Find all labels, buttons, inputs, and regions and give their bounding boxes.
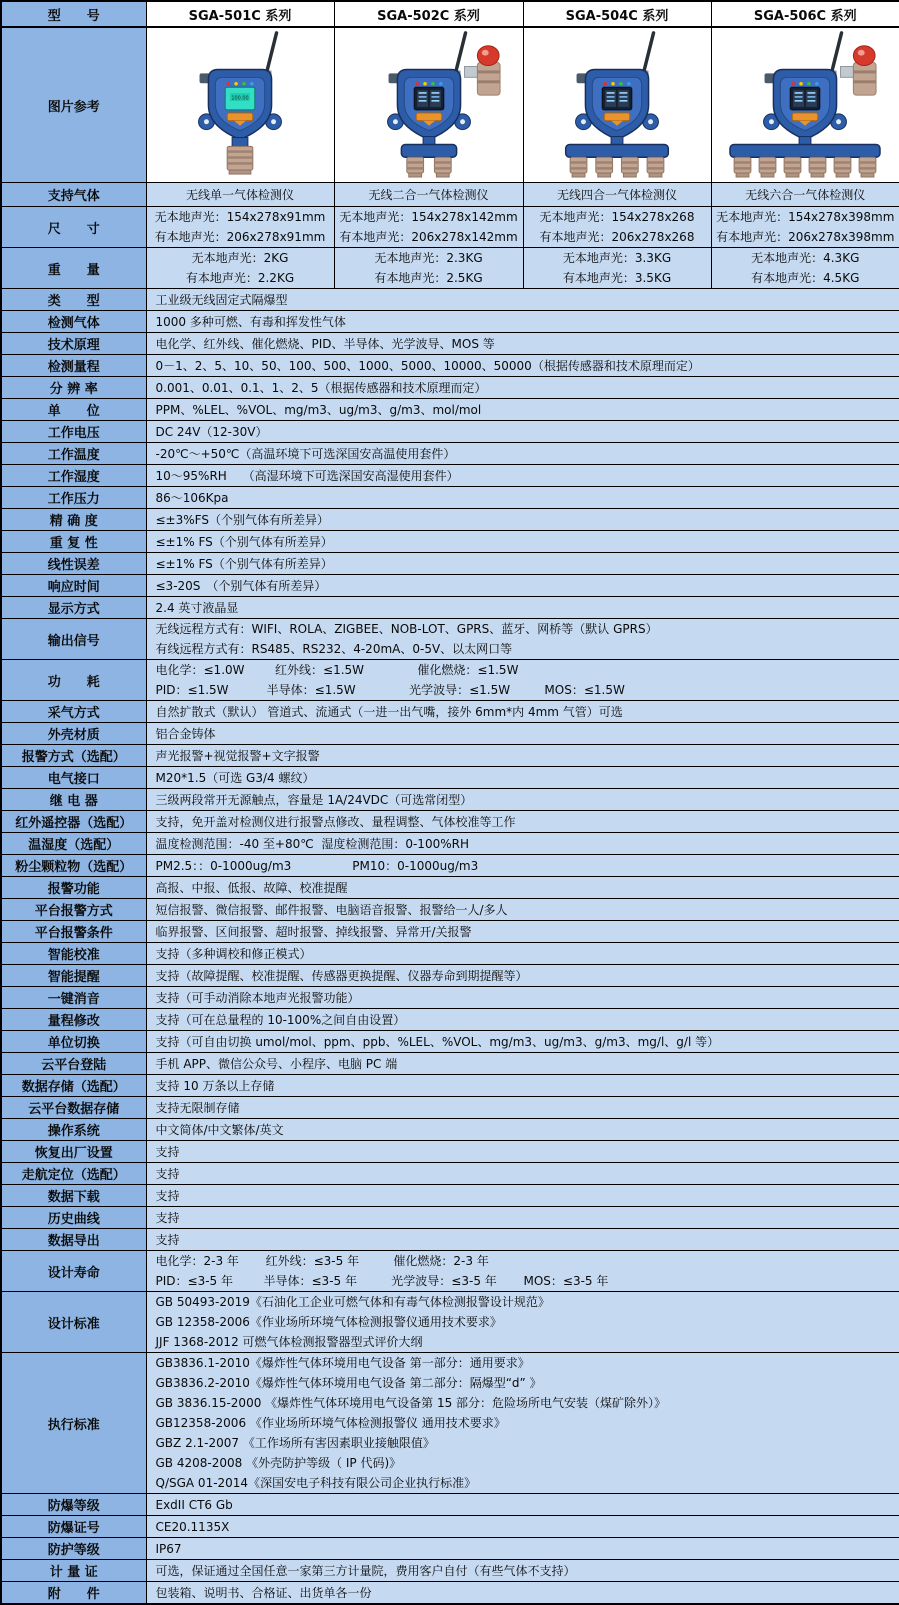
spec-row-label: 技术原理 xyxy=(1,333,146,355)
spec-value-line: 电化学：≤1.0W 红外线：≤1.5W 催化燃烧：≤1.5W xyxy=(156,660,899,680)
weight-value xyxy=(334,248,523,289)
spec-value-line: DC 24V（12-30V） xyxy=(156,422,899,442)
spec-value-line: 短信报警、微信报警、邮件报警、电脑语音报警、报警给一人/多人 xyxy=(156,900,899,920)
spec-row xyxy=(1,1560,899,1582)
spec-value-line: 支持 xyxy=(156,1230,899,1250)
spec-row-value xyxy=(146,1185,899,1207)
weight-line: 无本地声光：2KG xyxy=(147,248,334,268)
spec-row-value xyxy=(146,943,899,965)
spec-row xyxy=(1,789,899,811)
spec-row-value xyxy=(146,487,899,509)
spec-row xyxy=(1,1141,899,1163)
spec-row-label: 工作湿度 xyxy=(1,465,146,487)
spec-row-value xyxy=(146,1229,899,1251)
size-row-label: 尺 寸 xyxy=(1,207,146,248)
spec-row-label: 报警功能 xyxy=(1,877,146,899)
spec-value-line: 支持（可在总量程的 10-100%之间自由设置） xyxy=(156,1010,899,1030)
spec-row-value xyxy=(146,767,899,789)
spec-row-label: 单位切换 xyxy=(1,1031,146,1053)
spec-row-label: 检测量程 xyxy=(1,355,146,377)
spec-row-value xyxy=(146,855,899,877)
product-image-cell xyxy=(523,27,711,183)
spec-row-label: 云平台登陆 xyxy=(1,1053,146,1075)
model-header-sga-501c: SGA-501C 系列 xyxy=(146,1,334,27)
spec-row-label: 红外遥控器（选配） xyxy=(1,811,146,833)
spec-row-label: 类 型 xyxy=(1,289,146,311)
spec-row xyxy=(1,1538,899,1560)
spec-value-line: PID：≤1.5W 半导体：≤1.5W 光学波导：≤1.5W MOS：≤1.5W xyxy=(156,680,899,700)
weight-row xyxy=(1,248,899,289)
spec-value-line: Q/SGA 01-2014《深国安电子科技有限公司企业执行标准》 xyxy=(156,1473,899,1493)
spec-row xyxy=(1,399,899,421)
spec-row-label: 线性误差 xyxy=(1,553,146,575)
spec-row-label: 重 复 性 xyxy=(1,531,146,553)
spec-row-label: 数据存储（选配） xyxy=(1,1075,146,1097)
spec-row-label: 检测气体 xyxy=(1,311,146,333)
spec-value-line: 高报、中报、低报、故障、校准提醒 xyxy=(156,878,899,898)
size-row xyxy=(1,207,899,248)
spec-row xyxy=(1,899,899,921)
spec-row-label: 外壳材质 xyxy=(1,723,146,745)
weight-line: 有本地声光：3.5KG xyxy=(524,268,711,288)
size-value xyxy=(711,207,899,248)
spec-row xyxy=(1,1353,899,1494)
spec-value-line: 2.4 英寸液晶显 xyxy=(156,598,899,618)
spec-row-value xyxy=(146,1516,899,1538)
weight-value xyxy=(711,248,899,289)
spec-row-value xyxy=(146,355,899,377)
spec-row xyxy=(1,355,899,377)
spec-row xyxy=(1,509,899,531)
size-line: 有本地声光：206x278x142mm xyxy=(335,227,523,247)
spec-row xyxy=(1,987,899,1009)
spec-value-line: -20℃～+50℃（高温环境下可选深国安高温使用套件） xyxy=(156,444,899,464)
spec-row-value xyxy=(146,1538,899,1560)
weight-value xyxy=(146,248,334,289)
spec-value-line: GB 4208-2008 《外壳防护等级（ IP 代码)》 xyxy=(156,1453,899,1473)
spec-value-line: 临界报警、区间报警、超时报警、掉线报警、异常开/关报警 xyxy=(156,922,899,942)
spec-row-label: 设计标准 xyxy=(1,1292,146,1353)
gas-detector-hex-icon xyxy=(712,28,898,178)
spec-row xyxy=(1,1185,899,1207)
image-row xyxy=(1,27,899,183)
spec-row xyxy=(1,1097,899,1119)
spec-row xyxy=(1,767,899,789)
spec-row-value xyxy=(146,333,899,355)
spec-row-label: 历史曲线 xyxy=(1,1207,146,1229)
spec-row-label: 一键消音 xyxy=(1,987,146,1009)
spec-value-line: 86～106Kpa xyxy=(156,488,899,508)
spec-row-value xyxy=(146,443,899,465)
supported-gas-value: 无线六合一气体检测仪 xyxy=(711,183,899,207)
spec-row xyxy=(1,1163,899,1185)
spec-value-line: 铝合金铸体 xyxy=(156,724,899,744)
spec-value-line: GB12358-2006 《作业场所环境气体检测报警仪 通用技术要求》 xyxy=(156,1413,899,1433)
spec-value-line: IP67 xyxy=(156,1539,899,1559)
spec-value-line: GB3836.1-2010《爆炸性气体环境用电气设备 第一部分：通用要求》 xyxy=(156,1353,899,1373)
product-image-cell xyxy=(334,27,523,183)
spec-row xyxy=(1,553,899,575)
spec-row-label: 粉尘颗粒物（选配） xyxy=(1,855,146,877)
weight-row-label: 重 量 xyxy=(1,248,146,289)
spec-value-line: 支持（多种调校和修正模式） xyxy=(156,944,899,964)
size-line: 有本地声光：206x278x268 xyxy=(524,227,711,247)
size-line: 无本地声光：154x278x142mm xyxy=(335,207,523,227)
weight-line: 有本地声光：2.2KG xyxy=(147,268,334,288)
weight-line: 无本地声光：4.3KG xyxy=(712,248,899,268)
spec-row-label: 输出信号 xyxy=(1,619,146,660)
spec-row xyxy=(1,855,899,877)
spec-value-line: ≤±1% FS（个别气体有所差异） xyxy=(156,532,899,552)
spec-row-label: 数据下载 xyxy=(1,1185,146,1207)
spec-row-value xyxy=(146,421,899,443)
spec-row-value xyxy=(146,377,899,399)
spec-row-label: 走航定位（选配） xyxy=(1,1163,146,1185)
spec-row-value xyxy=(146,965,899,987)
spec-value-line: GB 12358-2006《作业场所环境气体检测报警仪通用技术要求》 xyxy=(156,1312,899,1332)
spec-value-line: 无线远程方式有：WIFI、ROLA、ZIGBEE、NOB-LOT、GPRS、蓝牙、网桥等（默认 GPRS） xyxy=(156,619,899,639)
weight-line: 无本地声光：2.3KG xyxy=(335,248,523,268)
spec-value-line: 包装箱、说明书、合格证、出货单各一份 xyxy=(156,1583,899,1603)
spec-row xyxy=(1,723,899,745)
size-value xyxy=(523,207,711,248)
model-header-sga-502c: SGA-502C 系列 xyxy=(334,1,523,27)
spec-value-line: 温度检测范围：-40 至+80℃ 湿度检测范围：0-100%RH xyxy=(156,834,899,854)
spec-row xyxy=(1,1119,899,1141)
spec-row-value xyxy=(146,1053,899,1075)
spec-value-line: 支持无限制存储 xyxy=(156,1098,899,1118)
spec-row-value xyxy=(146,1582,899,1605)
spec-row xyxy=(1,701,899,723)
spec-row xyxy=(1,660,899,701)
spec-row-label: 操作系统 xyxy=(1,1119,146,1141)
product-image-cell xyxy=(711,27,899,183)
spec-row-label: 报警方式（选配） xyxy=(1,745,146,767)
spec-row xyxy=(1,487,899,509)
spec-value-line: ExdII CT6 Gb xyxy=(156,1495,899,1515)
spec-row xyxy=(1,531,899,553)
spec-value-line: 0－1、2、5、10、50、100、500、1000、5000、10000、50000（根据传感器和技术原理而定） xyxy=(156,356,899,376)
weight-value xyxy=(523,248,711,289)
spec-row-value xyxy=(146,289,899,311)
spec-value-line: GBZ 2.1-2007 《工作场所有害因素职业接触限值》 xyxy=(156,1433,899,1453)
spec-row xyxy=(1,1075,899,1097)
spec-row xyxy=(1,619,899,660)
size-line: 有本地声光：206x278x398mm xyxy=(712,227,899,247)
spec-row xyxy=(1,965,899,987)
spec-value-line: 工业级无线固定式隔爆型 xyxy=(156,290,899,310)
spec-row-value xyxy=(146,987,899,1009)
spec-row-label: 设计寿命 xyxy=(1,1251,146,1292)
spec-value-line: 10～95%RH （高湿环境下可选深国安高湿使用套件） xyxy=(156,466,899,486)
spec-row-value xyxy=(146,833,899,855)
spec-row xyxy=(1,311,899,333)
gas-detector-quad-icon xyxy=(524,28,710,178)
header-model-label: 型 号 xyxy=(1,1,146,27)
spec-value-line: 自然扩散式（默认） 管道式、流通式（一进一出气嘴，接外 6mm*内 4mm 气管）可选 xyxy=(156,702,899,722)
spec-row-label: 智能提醒 xyxy=(1,965,146,987)
spec-value-line: PM2.5：：0-1000ug/m3 PM10：0-1000ug/m3 xyxy=(156,856,899,876)
spec-row-value xyxy=(146,311,899,333)
spec-row xyxy=(1,1494,899,1516)
spec-value-line: 0.001、0.01、0.1、1、2、5（根据传感器和技术原理而定） xyxy=(156,378,899,398)
spec-row-label: 工作压力 xyxy=(1,487,146,509)
spec-row xyxy=(1,1207,899,1229)
weight-line: 无本地声光：3.3KG xyxy=(524,248,711,268)
spec-row-value xyxy=(146,553,899,575)
model-header-sga-506c: SGA-506C 系列 xyxy=(711,1,899,27)
gas-detector-dual-icon xyxy=(336,28,522,178)
spec-row xyxy=(1,1031,899,1053)
size-line: 无本地声光：154x278x268 xyxy=(524,207,711,227)
spec-row-value xyxy=(146,1292,899,1353)
spec-row-value xyxy=(146,1207,899,1229)
spec-row-value xyxy=(146,1141,899,1163)
spec-row-value xyxy=(146,660,899,701)
spec-row-value xyxy=(146,1251,899,1292)
spec-row-label: 防护等级 xyxy=(1,1538,146,1560)
spec-value-line: 三级两段常开无源触点，容量是 1A/24VDC（可选常闭型） xyxy=(156,790,899,810)
supported-gas-value: 无线四合一气体检测仪 xyxy=(523,183,711,207)
spec-value-line: PPM、%LEL、%VOL、mg/m3、ug/m3、g/m3、mol/mol xyxy=(156,400,899,420)
spec-row-value xyxy=(146,597,899,619)
spec-row-value xyxy=(146,789,899,811)
spec-value-line: 电化学：2-3 年 红外线：≤3-5 年 催化燃烧：2-3 年 xyxy=(156,1251,899,1271)
spec-row-value xyxy=(146,575,899,597)
spec-value-line: 手机 APP、微信公众号、小程序、电脑 PC 端 xyxy=(156,1054,899,1074)
spec-row-label: 平台报警方式 xyxy=(1,899,146,921)
spec-row xyxy=(1,943,899,965)
spec-value-line: 支持 xyxy=(156,1164,899,1184)
model-header-sga-504c: SGA-504C 系列 xyxy=(523,1,711,27)
spec-row-value xyxy=(146,1075,899,1097)
spec-row-label: 计 量 证 xyxy=(1,1560,146,1582)
spec-value-line: GB 3836.15-2000 《爆炸性气体环境用电气设备第 15 部分：危险场所电气安装（煤矿除外）》 xyxy=(156,1393,899,1413)
spec-row-value xyxy=(146,399,899,421)
spec-row-value xyxy=(146,921,899,943)
weight-line: 有本地声光：2.5KG xyxy=(335,268,523,288)
spec-row-value xyxy=(146,1560,899,1582)
spec-value-line: ≤3-20S （个别气体有所差异） xyxy=(156,576,899,596)
spec-value-line: 有线远程方式有：RS485、RS232、4-20mA、0-5V、以太网口等 xyxy=(156,639,899,659)
spec-row xyxy=(1,465,899,487)
spec-value-line: PID：≤3-5 年 半导体：≤3-5 年 光学波导：≤3-5 年 MOS：≤3-5 年 xyxy=(156,1271,899,1291)
spec-row xyxy=(1,1053,899,1075)
spec-row-label: 防爆等级 xyxy=(1,1494,146,1516)
spec-row-value xyxy=(146,1009,899,1031)
spec-row xyxy=(1,289,899,311)
spec-row-value xyxy=(146,1031,899,1053)
spec-value-line: GB3836.2-2010《爆炸性气体环境用电气设备 第二部分：隔爆型“d” 》 xyxy=(156,1373,899,1393)
spec-value-line: 1000 多种可燃、有毒和挥发性气体 xyxy=(156,312,899,332)
spec-row-value xyxy=(146,1494,899,1516)
size-line: 无本地声光：154x278x91mm xyxy=(147,207,334,227)
spec-value-line: GB 50493-2019《石油化工企业可燃气体和有毒气体检测报警设计规范》 xyxy=(156,1292,899,1312)
spec-row-value xyxy=(146,465,899,487)
spec-row-value xyxy=(146,899,899,921)
spec-row xyxy=(1,1009,899,1031)
spec-row xyxy=(1,745,899,767)
size-line: 无本地声光：154x278x398mm xyxy=(712,207,899,227)
spec-row xyxy=(1,1251,899,1292)
spec-row xyxy=(1,333,899,355)
spec-row-label: 继 电 器 xyxy=(1,789,146,811)
gas-detector-single-icon xyxy=(147,28,333,178)
spec-row-label: 工作温度 xyxy=(1,443,146,465)
supported-gas-row xyxy=(1,183,899,207)
spec-value-line: 支持 xyxy=(156,1186,899,1206)
spec-value-line: 支持 xyxy=(156,1142,899,1162)
supported-gas-label: 支持气体 xyxy=(1,183,146,207)
spec-row-label: 平台报警条件 xyxy=(1,921,146,943)
spec-row-label: 执行标准 xyxy=(1,1353,146,1494)
spec-value-line: 中文简体/中文繁体/英文 xyxy=(156,1120,899,1140)
spec-row-value xyxy=(146,1163,899,1185)
spec-row-label: 单 位 xyxy=(1,399,146,421)
spec-row-label: 智能校准 xyxy=(1,943,146,965)
spec-row-label: 防爆证号 xyxy=(1,1516,146,1538)
spec-row-label: 响应时间 xyxy=(1,575,146,597)
spec-value-line: JJF 1368-2012 可燃气体检测报警器型式评价大纲 xyxy=(156,1332,899,1352)
spec-row-label: 工作电压 xyxy=(1,421,146,443)
spec-row-label: 量程修改 xyxy=(1,1009,146,1031)
spec-row-value xyxy=(146,745,899,767)
spec-row xyxy=(1,833,899,855)
spec-value-line: ≤±1% FS（个别气体有所差异） xyxy=(156,554,899,574)
spec-row-label: 功 耗 xyxy=(1,660,146,701)
spec-row-label: 分 辨 率 xyxy=(1,377,146,399)
spec-value-line: 支持，免开盖对检测仪进行报警点修改、量程调整、气体校准等工作 xyxy=(156,812,899,832)
spec-row-value xyxy=(146,811,899,833)
spec-row-value xyxy=(146,1119,899,1141)
spec-value-line: 支持 10 万条以上存储 xyxy=(156,1076,899,1096)
spec-row xyxy=(1,1582,899,1605)
spec-value-line: 支持（可手动消除本地声光报警功能） xyxy=(156,988,899,1008)
spec-row xyxy=(1,1516,899,1538)
size-value xyxy=(334,207,523,248)
product-image-cell xyxy=(146,27,334,183)
spec-row-label: 云平台数据存储 xyxy=(1,1097,146,1119)
spec-row xyxy=(1,877,899,899)
spec-row-value xyxy=(146,509,899,531)
spec-row-label: 恢复出厂设置 xyxy=(1,1141,146,1163)
supported-gas-value: 无线单一气体检测仪 xyxy=(146,183,334,207)
spec-row-value xyxy=(146,619,899,660)
spec-row-value xyxy=(146,723,899,745)
spec-row xyxy=(1,575,899,597)
header-row xyxy=(1,1,899,27)
spec-row xyxy=(1,597,899,619)
spec-row-label: 附 件 xyxy=(1,1582,146,1605)
spec-row-label: 显示方式 xyxy=(1,597,146,619)
spec-row xyxy=(1,1292,899,1353)
spec-row-value xyxy=(146,1353,899,1494)
spec-row xyxy=(1,377,899,399)
spec-row xyxy=(1,421,899,443)
image-row-label: 图片参考 xyxy=(1,27,146,183)
spec-row-label: 采气方式 xyxy=(1,701,146,723)
size-line: 有本地声光：206x278x91mm xyxy=(147,227,334,247)
spec-value-line: 支持（故障提醒、校准提醒、传感器更换提醒、仪器寿命到期提醒等） xyxy=(156,966,899,986)
spec-row-label: 电气接口 xyxy=(1,767,146,789)
spec-row-value xyxy=(146,531,899,553)
svg-text:100.00: 100.00 xyxy=(231,96,248,102)
spec-value-line: CE20.1135X xyxy=(156,1517,899,1537)
spec-value-line: ≤±3%FS（个别气体有所差异） xyxy=(156,510,899,530)
spec-row xyxy=(1,1229,899,1251)
spec-row-label: 数据导出 xyxy=(1,1229,146,1251)
spec-value-line: 可选，保证通过全国任意一家第三方计量院，费用客户自付（有些气体不支持） xyxy=(156,1561,899,1581)
spec-row-value xyxy=(146,877,899,899)
spec-value-line: 支持（可自由切换 umol/mol、ppm、ppb、%LEL、%VOL、mg/m3、ug/m3、g/m3、mg/l、g/l 等） xyxy=(156,1032,899,1052)
spec-row-label: 温湿度（选配） xyxy=(1,833,146,855)
spec-value-line: 声光报警+视觉报警+文字报警 xyxy=(156,746,899,766)
spec-row xyxy=(1,921,899,943)
spec-row-label: 精 确 度 xyxy=(1,509,146,531)
spec-value-line: 支持 xyxy=(156,1208,899,1228)
spec-value-line: 电化学、红外线、催化燃烧、PID、半导体、光学波导、MOS 等 xyxy=(156,334,899,354)
spec-row xyxy=(1,811,899,833)
spec-row xyxy=(1,443,899,465)
weight-line: 有本地声光：4.5KG xyxy=(712,268,899,288)
spec-value-line: M20*1.5（可选 G3/4 螺纹） xyxy=(156,768,899,788)
supported-gas-value: 无线二合一气体检测仪 xyxy=(334,183,523,207)
spec-row-value xyxy=(146,701,899,723)
size-value xyxy=(146,207,334,248)
spec-row-value xyxy=(146,1097,899,1119)
